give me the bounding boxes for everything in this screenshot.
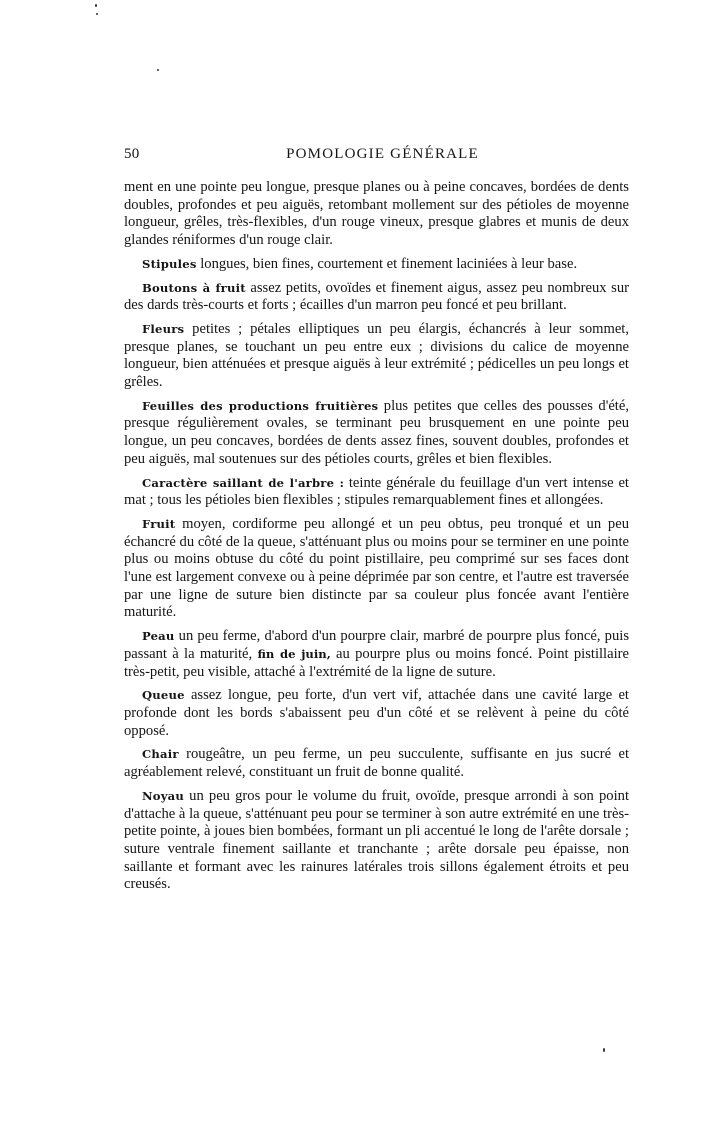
scan-speck <box>96 13 98 15</box>
paragraph-feuilles-productions <box>124 398 629 469</box>
paragraph-heading: Noyau <box>142 788 185 803</box>
ripening-date: fin de juin, <box>257 646 331 661</box>
paragraph-text: assez longue, peu forte, d'un vert vif, attachée dans une cavité large et profonde dont les bords s'abaissent peu d'un côté et se relèvent à peine du côté opposé. <box>124 687 629 739</box>
paragraph-text: plus petites que celles des pousses d'été, presque régulièrement ovales, se terminant peu brusquement en une pointe peu longue, un peu concaves, bordées de dents assez fines, souvent doubles, profondes et peu aiguës, mal soutenues sur des pétioles courts, grêles et bien flexibles. <box>124 397 629 467</box>
paragraph-heading: Boutons à fruit <box>142 280 246 295</box>
book-page <box>124 146 629 900</box>
paragraph-leaves-continued <box>124 179 629 250</box>
running-head <box>124 146 629 168</box>
paragraph-heading: Fleurs <box>142 321 185 336</box>
paragraph-text: un peu gros pour le volume du fruit, ovoïde, presque arrondi à son point d'attache à la queue, s'atténuant peu pour se terminer à son autre extrémité en une très-petite pointe, à joues bien bombées, formant un pli accentué le long de l'arête dorsale ; suture ventrale finement saillante et tranchante ; arête dorsale peu épaisse, non saillante et formant avec les rainures latérales trois sillons également étroits et peu creusés. <box>124 787 629 893</box>
scan-speck <box>603 1048 605 1052</box>
paragraph-fruit <box>124 516 629 622</box>
running-title: POMOLOGIE GÉNÉRALE <box>286 146 479 162</box>
paragraph-text: rougeâtre, un peu ferme, un peu succulente, suffisante en jus sucré et agréablement relevé, constituant un fruit de bonne qualité. <box>124 746 629 781</box>
paragraph-queue <box>124 687 629 740</box>
paragraph-caractere-saillant <box>124 475 629 510</box>
paragraph-heading: Feuilles des productions fruitières <box>142 398 379 413</box>
paragraph-noyau <box>124 788 629 894</box>
paragraph-text: un peu ferme, d'abord d'un pourpre clair, marbré de pourpre plus foncé, puis passant à la maturité, <box>124 628 629 662</box>
page-number: 50 <box>124 146 140 162</box>
scan-speck <box>157 69 159 71</box>
paragraph-text: ment en une pointe peu longue, presque planes ou à peine concaves, bordées de dents doubles, profondes et peu aiguës, retombant mollement sur des pétioles de moyenne longueur, grêles, très-flexibles, d'un rouge vineux, presque glabres et munis de deux glandes réniformes d'un rouge clair. <box>124 179 629 249</box>
paragraph-chair <box>124 746 629 781</box>
paragraph-heading: Fruit <box>142 516 176 531</box>
paragraph-heading: Queue <box>142 688 185 703</box>
paragraph-heading: Stipules <box>142 256 197 271</box>
paragraph-text: petites ; pétales elliptiques un peu élargis, échancrés à leur sommet, presque planes, se touchant un peu entre eux ; divisions du calice de moyenne longueur, bien atténuées et presque aiguës à leur extrémité ; pédicelles un peu longs et grêles. <box>124 320 629 391</box>
scan-speck <box>95 4 97 7</box>
paragraph-text: moyen, cordiforme peu allongé et un peu obtus, peu tronqué et un peu échancré du côté de la queue, s'atténuant plus ou moins pour se terminer en une pointe plus ou moins obtuse du côté du point pistillaire, peu comprimé sur ses faces dont l'une est largement convexe ou à peine déprimée par son centre, et l'autre est traversée par une ligne de suture bien distincte par sa couleur plus foncée avant l'entière maturité. <box>124 515 629 621</box>
paragraph-text: teinte générale du feuillage d'un vert intense et mat ; tous les pétioles bien flexibles ; stipules remarquablement fines et allongées. <box>124 474 629 509</box>
paragraph-heading: Chair <box>142 747 179 762</box>
paragraph-boutons-a-fruit <box>124 280 629 315</box>
paragraph-fleurs <box>124 321 629 392</box>
paragraph-peau <box>124 628 629 681</box>
paragraph-stipules <box>124 256 629 274</box>
paragraph-heading: Caractère saillant de l'arbre : <box>142 475 345 490</box>
paragraph-text: longues, bien fines, courtement et finement laciniées à leur base. <box>196 255 578 272</box>
paragraph-heading: Peau <box>142 629 175 644</box>
paragraph-text: assez petits, ovoïdes et finement aigus, assez peu nombreux sur des dards très-courts et forts ; écailles d'un marron peu foncé et peu brillant. <box>124 279 629 314</box>
paragraph-text-after: au pourpre plus ou moins foncé. Point pistillaire très-petit, peu visible, attaché à l'extrémité de la ligne de suture. <box>124 645 629 680</box>
